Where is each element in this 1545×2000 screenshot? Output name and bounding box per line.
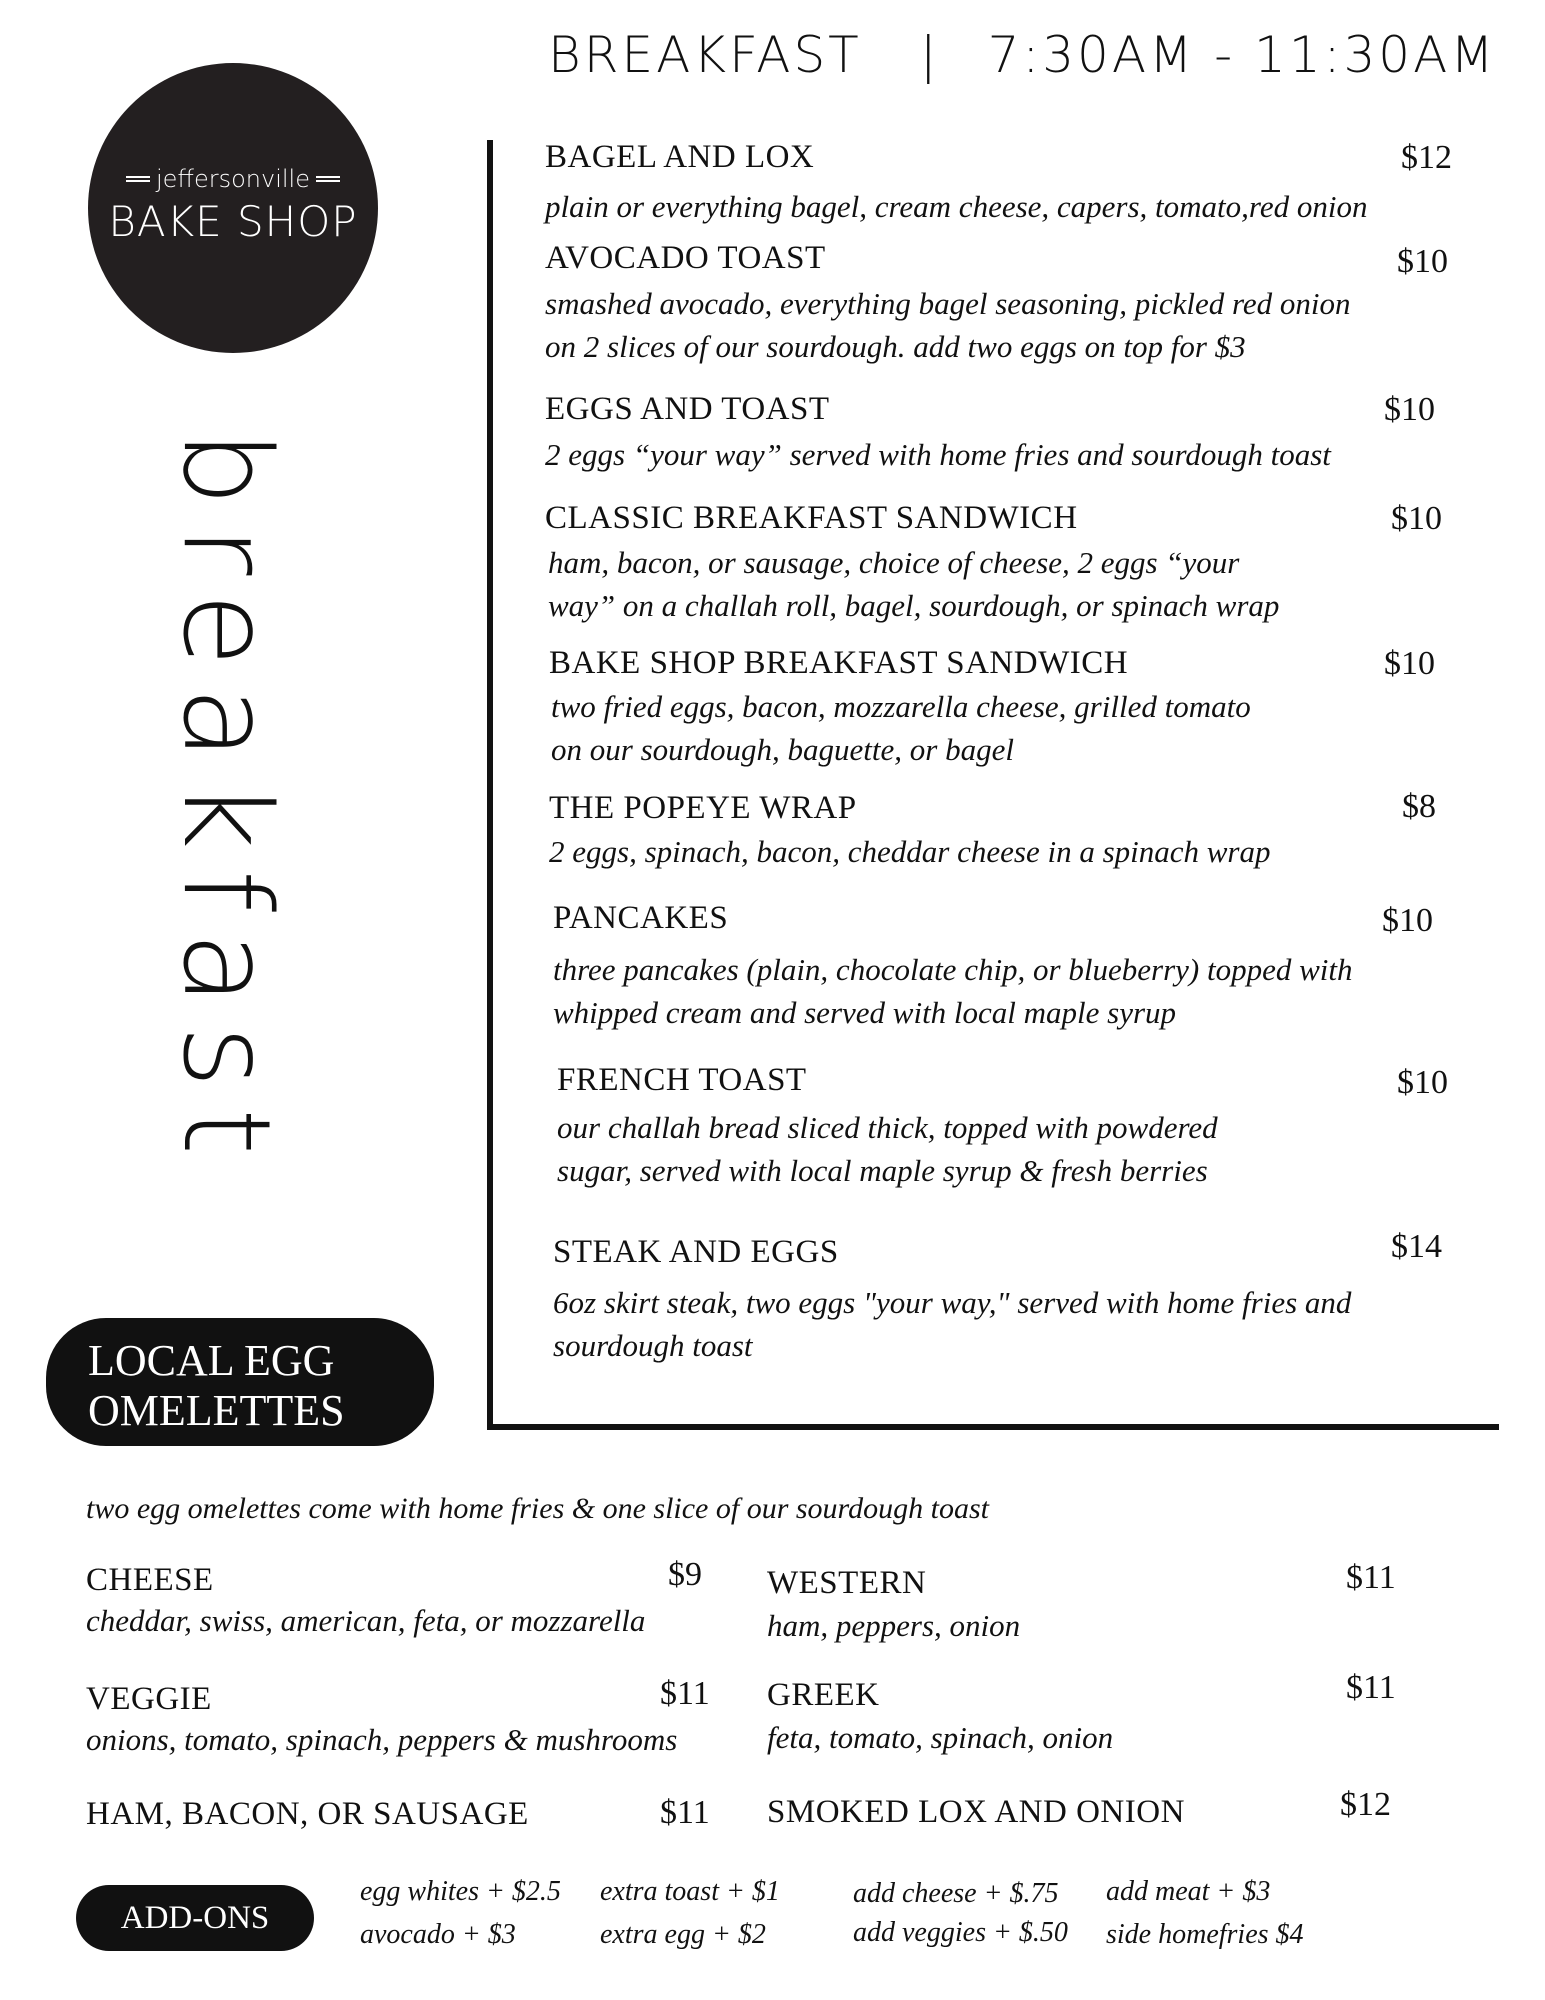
addon-side-homefries: side homefries $4 [1106,1919,1304,1950]
logo-rule-right [316,176,340,182]
item-description: ham, bacon, or sausage, choice of cheese, 2 eggs “your [548,545,1240,580]
item-name: BAGEL AND LOX [545,139,815,175]
item-price: $10 [1397,243,1448,280]
omelettes-note: two egg omelettes come with home fries & one slice of our sourdough toast [86,1492,989,1525]
item-name: BAKE SHOP BREAKFAST SANDWICH [549,645,1129,681]
addon-meat: add meat + $3 [1106,1876,1271,1907]
item-description: 2 eggs, spinach, bacon, cheddar cheese in a spinach wrap [549,834,1271,869]
addon-egg-whites: egg whites + $2.5 [360,1876,561,1907]
item-price: $11 [1346,1559,1396,1596]
item-price: $10 [1384,645,1435,682]
logo-bottom-text: BAKE SHOP [108,196,358,246]
item-description: onions, tomato, spinach, peppers & mushrooms [86,1722,678,1757]
item-price: $10 [1384,391,1435,428]
item-price: $11 [660,1794,710,1831]
omelettes-heading [46,1318,434,1446]
item-name: CLASSIC BREAKFAST SANDWICH [545,500,1078,536]
item-price: $10 [1391,500,1442,537]
item-name: HAM, BACON, OR SAUSAGE [86,1796,529,1832]
side-title: breakfast [156,430,295,1176]
item-description: our challah bread sliced thick, topped with powdered [557,1110,1218,1145]
item-price: $9 [668,1556,702,1593]
logo-rule-left [126,176,150,182]
logo-top-line [126,165,340,193]
item-name: FRENCH TOAST [557,1062,807,1098]
header-separator: | [919,26,940,84]
item-description: way” on a challah roll, bagel, sourdough, or spinach wrap [548,588,1280,623]
menu-bracket-horizontal [487,1424,1499,1430]
item-name: SMOKED LOX AND ONION [767,1794,1185,1830]
addon-extra-toast: extra toast + $1 [600,1876,780,1907]
item-description: sourdough toast [553,1328,753,1363]
menu-header [548,26,1497,96]
item-price: $10 [1382,902,1433,939]
item-description: whipped cream and served with local maple syrup [553,995,1177,1030]
logo-top-text: jeffersonville [156,164,310,193]
item-name: GREEK [767,1677,880,1713]
item-description: on 2 slices of our sourdough. add two eggs on top for $3 [545,329,1246,364]
item-price: $10 [1397,1064,1448,1101]
service-hours: 7:30AM - 11:30AM [987,26,1497,84]
item-name: WESTERN [767,1565,927,1601]
item-description: smashed avocado, everything bagel seasoning, pickled red onion [545,286,1351,321]
item-description: cheddar, swiss, american, feta, or mozzarella [86,1603,646,1638]
addons-label: ADD-ONS [76,1885,314,1951]
item-description: 6oz skirt steak, two eggs "your way," served with home fries and [553,1285,1352,1320]
item-description: feta, tomato, spinach, onion [767,1720,1114,1755]
item-price: $12 [1401,139,1452,176]
omelettes-heading-line-1: LOCAL EGG [88,1336,335,1385]
item-price: $14 [1391,1228,1442,1265]
item-name: VEGGIE [86,1681,212,1717]
menu-bracket-vertical [487,140,493,1430]
addon-cheese: add cheese + $.75 [853,1878,1059,1909]
item-name: STEAK AND EGGS [553,1234,839,1270]
item-name: CHEESE [86,1562,214,1598]
item-name: AVOCADO TOAST [545,240,826,276]
item-description: 2 eggs “your way” served with home fries and sourdough toast [545,437,1331,472]
item-price: $8 [1402,788,1436,825]
item-description: sugar, served with local maple syrup & fresh berries [557,1153,1208,1188]
item-description: two fried eggs, bacon, mozzarella cheese, grilled tomato [551,689,1251,724]
item-description: three pancakes (plain, chocolate chip, or blueberry) topped with [553,952,1353,987]
item-name: THE POPEYE WRAP [549,790,857,826]
bake-shop-logo [88,63,378,353]
item-description: on our sourdough, baguette, or bagel [551,732,1014,767]
item-name: PANCAKES [553,900,729,936]
omelettes-heading-line-2: OMELETTES [88,1386,345,1435]
menu-title: BREAKFAST [548,26,862,84]
addon-veggies: add veggies + $.50 [853,1917,1068,1948]
item-price: $11 [1346,1669,1396,1706]
item-name: EGGS AND TOAST [545,391,830,427]
addon-avocado: avocado + $3 [360,1919,516,1950]
item-description: plain or everything bagel, cream cheese, capers, tomato,red onion [545,189,1368,224]
item-price: $11 [660,1675,710,1712]
item-description: ham, peppers, onion [767,1608,1021,1643]
item-price: $12 [1340,1786,1391,1823]
addon-extra-egg: extra egg + $2 [600,1919,766,1950]
